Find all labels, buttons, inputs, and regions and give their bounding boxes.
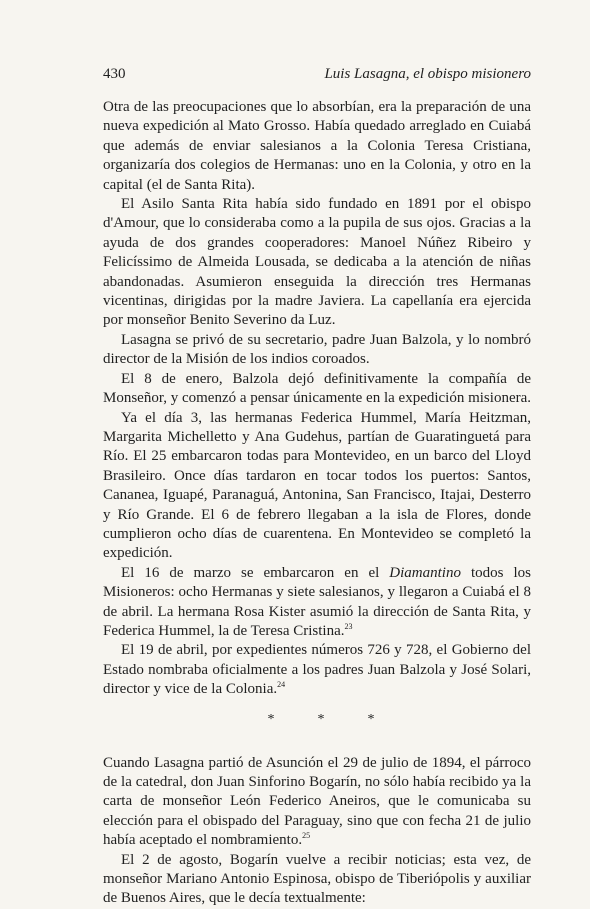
paragraph	[103, 331, 531, 370]
paragraph-text: Otra de las preocupaciones que lo absorbían, era la preparación de una nueva expedición al Mato Grosso. Había quedado arreglado en Cuiabá que además de enviar salesianos a la Colonia Teresa Cristiana, organizaría dos colegios de Hermanas: uno en la Colonia, y otro en la capital (el de Santa Rita).	[103, 99, 531, 193]
footnote-reference: 23	[344, 621, 353, 631]
running-title: Luis Lasagna, el obispo misionero	[324, 66, 531, 82]
paragraph-text: El 8 de enero, Balzola dejó definitivamente la compañía de Monseñor, y comenzó a pensar únicamente en la expedición misionera.	[103, 370, 531, 407]
paragraph	[103, 370, 531, 409]
paragraph	[103, 195, 531, 331]
footnote-reference: 25	[302, 831, 311, 841]
asterisk: *	[367, 711, 375, 727]
page-header	[103, 65, 531, 83]
paragraph	[103, 564, 531, 642]
paragraph-text: Ya el día 3, las hermanas Federica Hummel, María Heitzman, Margarita Michelletto y Ana Gudehus, partían de Guaratinguetá para Río. El 25 embarcaron todas para Montevideo, en un barco del Lloyd Brasileiro. Once días tardaron en tocar todos los puertos: Santos, Cananea, Iguapé, Paranaguá, Antonina, San Francisco, Itajai, Desterro y Río Grande. El 6 de febrero llegaban a la isla de Flores, donde cumplieron ocho días de cuarentena. En Montevideo se completó la expedición.	[103, 409, 531, 562]
paragraph-text: El 16 de marzo se embarcaron en el	[121, 564, 390, 581]
asterisk: *	[267, 711, 275, 727]
paragraph-text: Cuando Lasagna partió de Asunción el 29 de julio de 1894, el párroco de la catedral, don Juan Sinforino Bogarín, no sólo había recibido ya la carta de monseñor León Federico Aneiros, que le comunicaba su elección para el obispado del Paraguay, sino que con fecha 21 de julio había aceptado el nombramiento.	[103, 754, 531, 849]
body-text-part2	[103, 754, 531, 909]
book-page	[103, 65, 531, 909]
footnote-reference: 24	[277, 680, 286, 690]
paragraph-text: El Asilo Santa Rita había sido fundado en 1891 por el obispo d'Amour, que lo consideraba como a la pupila de sus ojos. Gracias a la ayuda de dos grandes cooperadores: Manoel Núñez Ribeiro y Felicíssimo de Almeida Lousada, se dedicaba a la atención de niñas abandonadas. Asumieron enseguida la dirección tres Hermanas vicentinas, dirigidas por la madre Javiera. La capellanía era ejercida por monseñor Benito Severino da Luz.	[103, 196, 531, 329]
section-separator	[103, 712, 531, 728]
body-text-part1	[103, 98, 531, 700]
paragraph-text: todos los Misioneros: ocho Hermanas y siete salesianos, y llegaron a Cuiabá el 8 de abril. La hermana Rosa Kister asumió la dirección de Santa Rita, y Federica Hummel, la de Teresa Cristina.	[103, 564, 531, 639]
paragraph-text: El 19 de abril, por expedientes números 726 y 728, el Gobierno del Estado nombraba oficialmente a los padres Juan Balzola y José Solari, director y vice de la Colonia.	[103, 642, 531, 698]
asterisk: *	[317, 711, 325, 727]
paragraph	[103, 641, 531, 699]
paragraph-text: Lasagna se privó de su secretario, padre Juan Balzola, y lo nombró director de la Misión de los indios coroados.	[103, 331, 531, 368]
paragraph-text: El 2 de agosto, Bogarín vuelve a recibir noticias; esta vez, de monseñor Mariano Antonio Espinosa, obispo de Tiberiópolis y auxiliar de Buenos Aires, que le decía textualmente:	[103, 851, 531, 907]
paragraph	[103, 98, 531, 195]
paragraph	[103, 851, 531, 909]
italic-text: Diamantino	[389, 564, 461, 581]
page-number: 430	[103, 66, 126, 82]
paragraph	[103, 409, 531, 564]
paragraph	[103, 754, 531, 851]
